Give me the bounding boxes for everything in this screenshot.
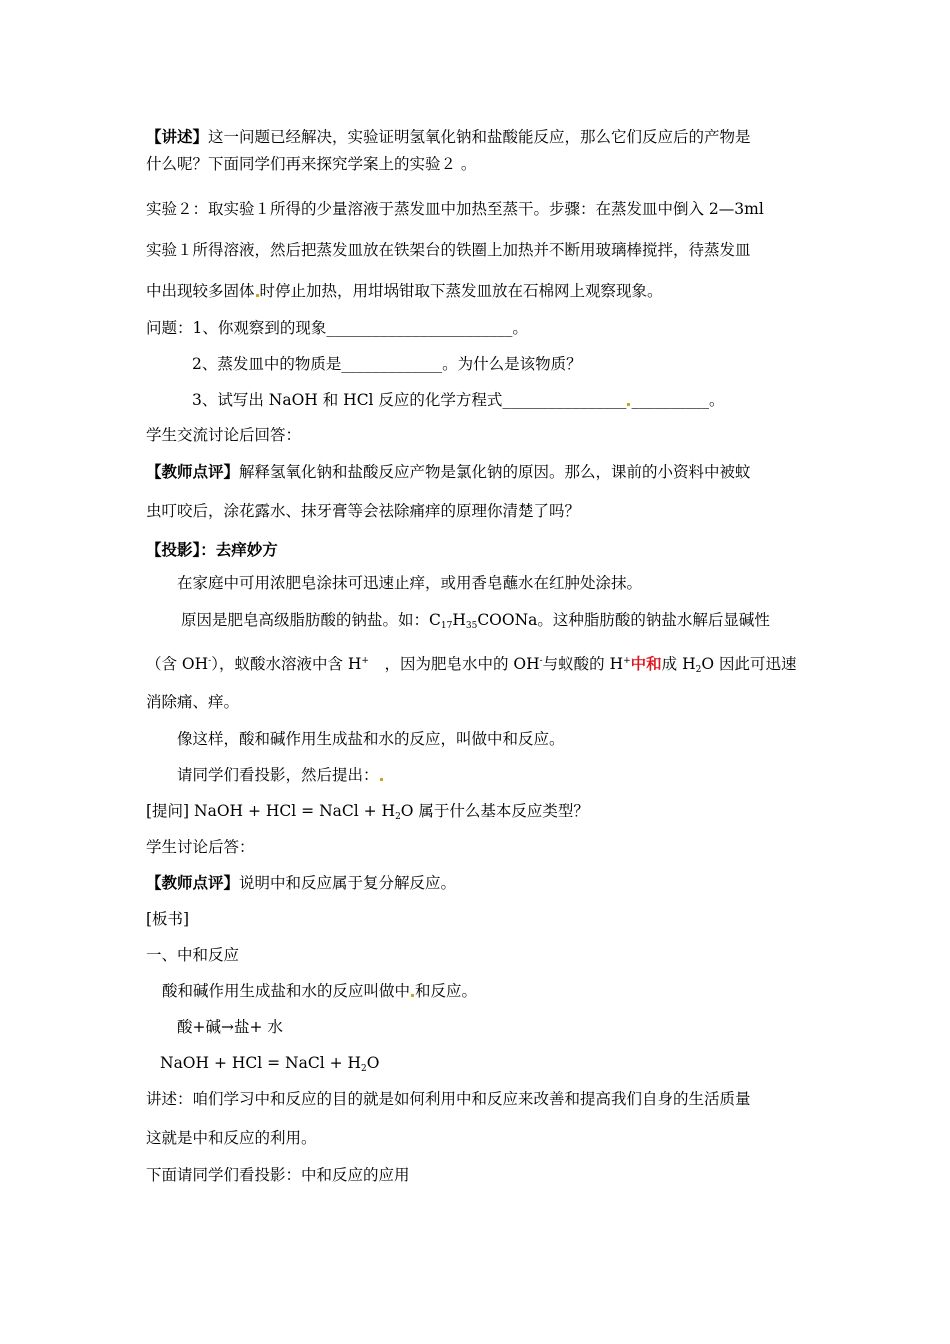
text: （含 OH — [146, 655, 209, 673]
text: ），蚁酸水溶液中含 H — [211, 655, 362, 673]
text-line: 讲述：咱们学习中和反应的目的就是如何利用中和反应来改善和提高我们自身的生活质量 — [146, 1090, 751, 1108]
text-line — [146, 651, 797, 680]
projection-heading — [146, 540, 278, 560]
text-line — [177, 765, 384, 785]
section-tag: 【教师点评】 — [146, 873, 240, 892]
text: NaOH + HCl = NaCl + H — [160, 1054, 362, 1072]
mark-dot — [627, 403, 630, 406]
text: __________。 — [631, 391, 725, 409]
text-line: 消除痛、痒。 — [146, 693, 240, 711]
emphasis-neutralize: 中和 — [630, 654, 662, 673]
text: 这一问题已经解决，实验证明氢氧化钠和盐酸能反应，那么它们反应后的产物是 — [208, 128, 751, 146]
text: 请同学们看投影，然后提出： — [177, 766, 379, 784]
text-line: 像这样，酸和碱作用生成盐和水的反应，叫做中和反应。 — [177, 730, 565, 748]
text: [提问] NaOH + HC — [146, 802, 292, 820]
text: 成 H — [661, 655, 696, 673]
section-heading: 一、中和反应 — [146, 946, 240, 964]
subscript: 35 — [465, 621, 478, 631]
projection-title: 去痒妙方 — [215, 540, 278, 559]
paragraph-teacher-comment-2 — [146, 873, 456, 893]
text: O — [366, 1054, 380, 1072]
text: 原因是肥皂高级脂肪酸的钠盐。如：C — [181, 611, 441, 629]
text: 和反应。 — [415, 982, 478, 1000]
question-line — [146, 801, 589, 827]
text: ，因为肥皂水中的 OH — [368, 655, 540, 673]
text: 3、试写出 NaOH 和 HCl 反应的化学方程式________________ — [192, 391, 627, 409]
text-line: 学生讨论后答： — [146, 838, 255, 856]
paragraph-lecture — [146, 127, 751, 147]
text-line: 学生交流讨论后回答： — [146, 426, 302, 444]
text-line — [181, 610, 770, 636]
section-tag: 【讲述】 — [146, 127, 209, 146]
experiment-2-line: 实验２：取实验１所得的少量溶液于蒸发皿中加热至蒸干。步骤：在蒸发皿中倒入 2—3ml — [146, 200, 764, 218]
separator: ： — [200, 540, 216, 559]
text: 时停止加热，用坩埚钳取下蒸发皿放在石棉网上观察现象。 — [259, 282, 663, 300]
text-line: 这就是中和反应的利用。 — [146, 1129, 317, 1147]
text: COONa。这种脂肪酸的钠盐水解后显碱性 — [477, 611, 770, 629]
mark-dot — [411, 994, 414, 997]
subscript: 2 — [395, 812, 401, 822]
section-tag: 【投影】 — [146, 540, 201, 559]
question-1: 问题：1、你观察到的现象________________________。 — [146, 319, 528, 337]
mark-dot — [380, 778, 383, 781]
definition-line — [162, 981, 477, 1001]
text-line: 在家庭中可用浓肥皂涂抹可迅速止痒，或用香皂蘸水在红肿处涂抹。 — [177, 574, 643, 592]
question-2: 2、蒸发皿中的物质是_____________。为什么是该物质？ — [192, 355, 582, 373]
text: 说明中和反应属于复分解反应。 — [239, 874, 457, 892]
text: 解释氢氧化钠和盐酸反应产物是氯化钠的原因。那么，课前的小资料中被蚊 — [239, 463, 751, 481]
superscript: - — [208, 656, 212, 666]
question-3 — [192, 390, 724, 410]
chemical-equation — [160, 1053, 379, 1079]
text-line: 什么呢？下面同学们再来探究学案上的实验２ 。 — [146, 155, 477, 173]
text: l = NaCl + H — [291, 802, 396, 820]
paragraph-teacher-comment — [146, 462, 751, 482]
superscript: - — [539, 656, 543, 666]
text: O 属于什么基本反应类型？ — [400, 802, 589, 820]
text-line — [146, 281, 663, 301]
text-line: 下面请同学们看投影：中和反应的应用 — [146, 1166, 410, 1184]
text: 中出现较多固体 — [146, 282, 255, 300]
section-tag: 【教师点评】 — [146, 462, 240, 481]
text: 酸和碱作用生成盐和水的反应叫做中 — [162, 982, 411, 1000]
subscript: 2 — [361, 1064, 367, 1074]
board-heading: [板书] — [146, 910, 190, 928]
superscript: + — [361, 656, 369, 666]
mark-dot — [256, 294, 259, 297]
word-equation: 酸+碱→盐+ 水 — [177, 1018, 283, 1036]
subscript: 17 — [440, 621, 453, 631]
text: O 因此可迅速 — [701, 655, 797, 673]
text: 与蚁酸的 H — [542, 655, 624, 673]
text-line: 实验１所得溶液，然后把蒸发皿放在铁架台的铁圈上加热并不断用玻璃棒搅拌，待蒸发皿 — [146, 241, 751, 259]
text: H — [452, 611, 466, 629]
subscript: 2 — [695, 665, 702, 675]
text-line: 虫叮咬后，涂花露水、抹牙膏等会祛除痛痒的原理你清楚了吗？ — [146, 502, 581, 520]
superscript: + — [623, 656, 631, 666]
